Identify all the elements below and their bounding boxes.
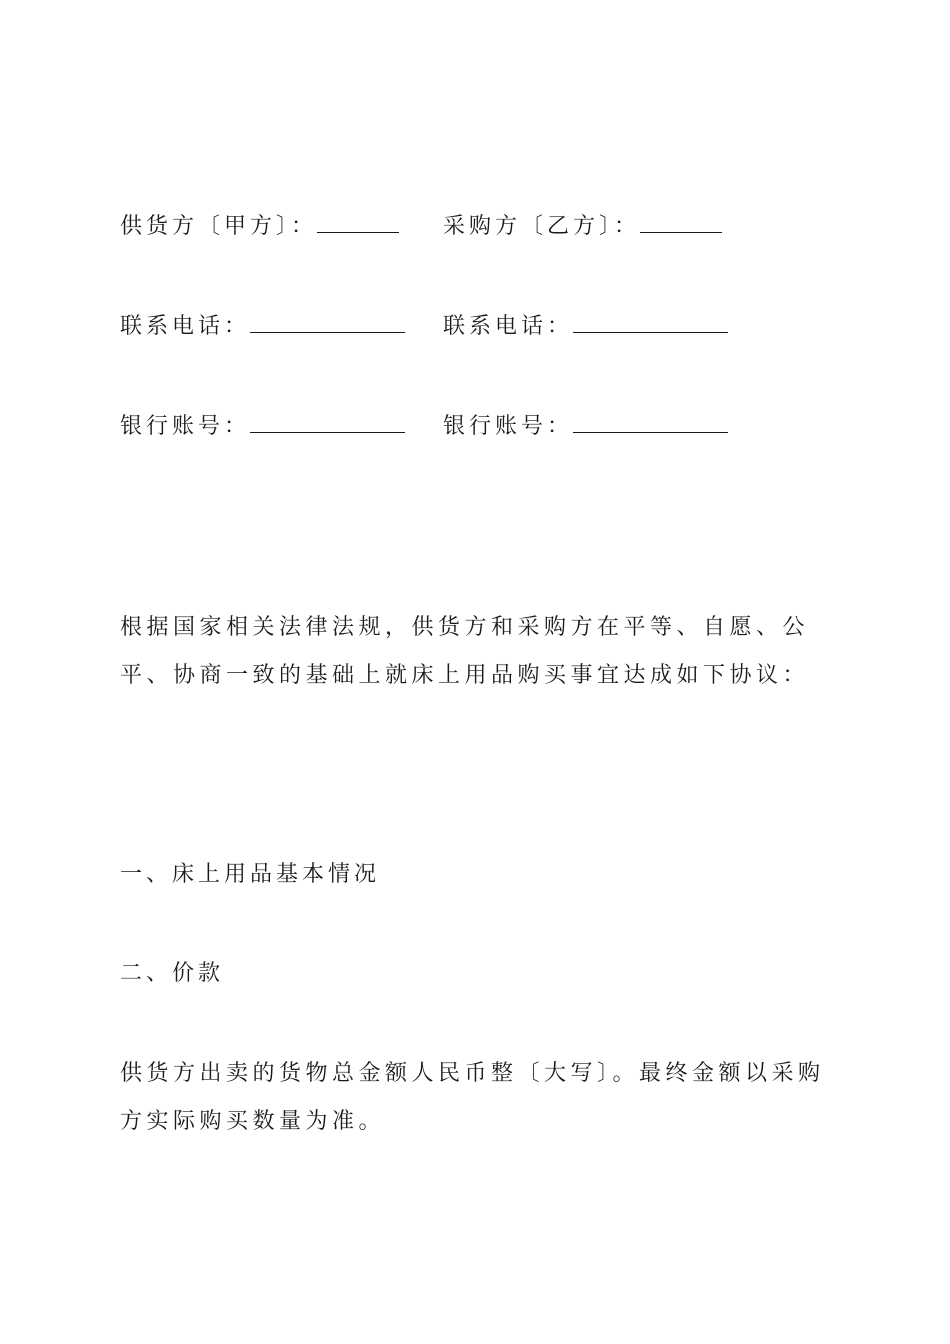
buyer-name-row bbox=[443, 212, 722, 242]
supplier-bank-label: 银行账号： bbox=[120, 414, 251, 439]
supplier-bank-blank bbox=[250, 414, 405, 433]
buyer-phone-blank bbox=[573, 314, 728, 333]
buyer-bank-blank bbox=[573, 414, 728, 433]
supplier-phone-label: 联系电话： bbox=[120, 314, 251, 339]
section-2-body: 供货方出卖的货物总金额人民币整〔大写〕。最终金额以采购方实际购买数量为准。 bbox=[120, 1061, 825, 1134]
section-1-heading: 一、床上用品基本情况 bbox=[120, 862, 381, 887]
buyer-label: 采购方〔乙方〕： bbox=[443, 214, 641, 239]
supplier-phone-row bbox=[120, 312, 405, 342]
buyer-phone-row bbox=[443, 312, 728, 342]
section-2-heading: 二、价款 bbox=[120, 961, 225, 986]
intro-paragraph: 根据国家相关法律法规，供货方和采购方在平等、自愿、公平、协商一致的基础上就床上用品购买事宜达成如下协议： bbox=[120, 615, 810, 688]
buyer-bank-row bbox=[443, 412, 728, 442]
buyer-name-blank bbox=[640, 214, 722, 233]
buyer-phone-label: 联系电话： bbox=[443, 314, 574, 339]
buyer-bank-label: 银行账号： bbox=[443, 414, 574, 439]
supplier-bank-row bbox=[120, 412, 405, 442]
supplier-name-blank bbox=[317, 214, 399, 233]
supplier-name-row bbox=[120, 212, 399, 242]
supplier-phone-blank bbox=[250, 314, 405, 333]
supplier-label: 供货方〔甲方〕： bbox=[120, 214, 318, 239]
